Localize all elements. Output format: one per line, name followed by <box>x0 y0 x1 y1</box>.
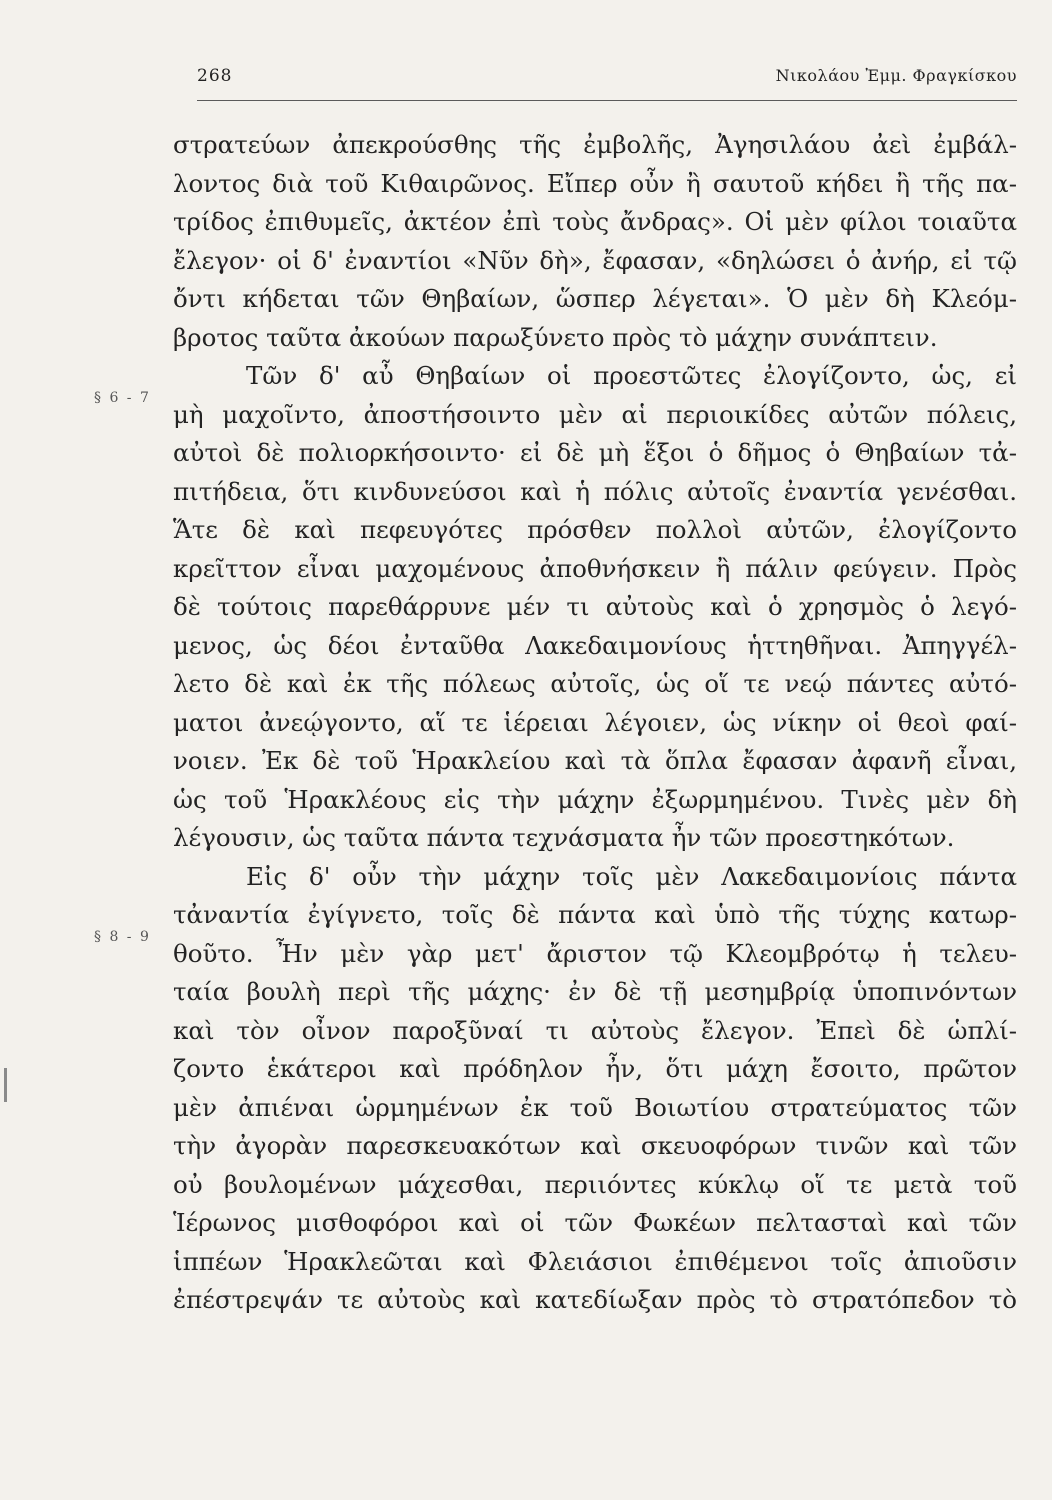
text-line: ὄντι κήδεται τῶν Θηβαίων, ὥσπερ λέγεται». Ὁ μὲν δὴ Κλεόμ- <box>173 284 1017 313</box>
text-line: πιτήδεια, ὅτι κινδυνεύσοι καὶ ἡ πόλις αὐτοῖς ἐναντία γενέσθαι. <box>173 476 1017 506</box>
text-line: λέγουσιν, ὡς ταῦτα πάντα τεχνάσματα ἦν τῶν προεστηκότων. <box>173 823 955 852</box>
text-line: τἀναντία ἐγίγνετο, τοῖς δὲ πάντα καὶ ὑπὸ τῆς τύχης κατωρ- <box>173 900 1017 929</box>
paragraph-start-line: Εἰς δ' οὖν τὴν μάχην τοῖς μὲν Λακεδαιμονίοις πάντα <box>246 861 1017 891</box>
text-line: μὴ μαχοῖντο, ἀποστήσοιντο μὲν αἱ περιοικίδες αὐτῶν πόλεις, <box>173 399 1017 429</box>
text-line: οὐ βουλομένων μάχεσθαι, περιιόντες κύκλῳ οἵ τε μετὰ τοῦ <box>173 1169 1017 1199</box>
text-line: καὶ τὸν οἶνον παροξῦναί τι αὐτοὺς ἔλεγον. Ἐπεὶ δὲ ὡπλί- <box>173 1015 1017 1045</box>
text-line: ἔλεγον· οἱ δ' ἐναντίοι «Νῦν δὴ», ἔφασαν, «δηλώσει ὁ ἀνήρ, εἰ τῷ <box>173 245 1017 275</box>
body-text <box>173 126 1017 1320</box>
text-line: τὴν ἀγορὰν παρεσκευακότων καὶ σκευοφόρων τινῶν καὶ τῶν <box>173 1131 1017 1160</box>
text-line: στρατεύων ἀπεκρούσθης τῆς ἐμβολῆς, Ἀγησιλάου ἀεὶ ἐμβάλ- <box>173 130 1017 159</box>
page-header <box>197 66 1017 96</box>
page-number: 268 <box>197 66 233 86</box>
text-line: ὡς τοῦ Ἡρακλέους εἰς τὴν μάχην ἐξωρμημένου. Τινὲς μὲν δὴ <box>173 784 1017 814</box>
header-rule <box>197 100 1017 101</box>
text-line: ἱππέων Ἡρακλεῶται καὶ Φλειάσιοι ἐπιθέμενοι τοῖς ἀπιοῦσιν <box>173 1246 1017 1276</box>
text-line: τρίδος ἐπιθυμεῖς, ἀκτέον ἐπὶ τοὺς ἄνδρας». Οἱ μὲν φίλοι τοιαῦτα <box>173 207 1017 236</box>
text-line: κρεῖττον εἶναι μαχομένους ἀποθνήσκειν ἢ πάλιν φεύγειν. Πρὸς <box>173 553 1017 583</box>
text-line: Ἱέρωνος μισθοφόροι καὶ οἱ τῶν Φωκέων πελτασταὶ καὶ τῶν <box>173 1208 1017 1237</box>
scan-margin-mark <box>4 1068 7 1102</box>
text-line: μὲν ἀπιέναι ὡρμημένων ἐκ τοῦ Βοιωτίου στρατεύματος τῶν <box>173 1092 1017 1122</box>
text-line: ζοντο ἑκάτεροι καὶ πρόδηλον ἦν, ὅτι μάχη ἔσοιτο, πρῶτον <box>173 1054 1017 1083</box>
text-line: αὐτοὶ δὲ πολιορκήσοιντο· εἰ δὲ μὴ ἕξοι ὁ δῆμος ὁ Θηβαίων τἀ- <box>173 438 1017 467</box>
text-line: λετο δὲ καὶ ἐκ τῆς πόλεως αὐτοῖς, ὡς οἵ τε νεῴ πάντες αὐτό- <box>173 669 1017 698</box>
text-line: ἐπέστρεψάν τε αὐτοὺς καὶ κατεδίωξαν πρὸς τὸ στρατόπεδον τὸ <box>173 1285 1017 1314</box>
text-line: νοιεν. Ἐκ δὲ τοῦ Ἡρακλείου καὶ τὰ ὅπλα ἔφασαν ἀφανῆ εἶναι, <box>173 746 1017 775</box>
section-marker-8-9: § 8 - 9 <box>94 929 151 945</box>
text-line: ματοι ἀνεῴγοντο, αἵ τε ἱέρειαι λέγοιεν, ὡς νίκην οἱ θεοὶ φαί- <box>173 707 1017 737</box>
paragraph-start-line: Τῶν δ' αὖ Θηβαίων οἱ προεστῶτες ἐλογίζοντο, ὡς, εἰ <box>246 361 1017 390</box>
text-line: βροτος ταῦτα ἀκούων παρωξύνετο πρὸς τὸ μάχην συνάπτειν. <box>173 322 938 352</box>
text-line: ταία βουλὴ περὶ τῆς μάχης· ἐν δὲ τῇ μεσημβρίᾳ ὑποπινόντων <box>173 977 1017 1006</box>
text-line: θοῦτο. Ἦν μὲν γὰρ μετ' ἄριστον τῷ Κλεομβρότῳ ἡ τελευ- <box>173 938 1017 968</box>
text-line: Ἅτε δὲ καὶ πεφευγότες πρόσθεν πολλοὶ αὐτῶν, ἐλογίζοντο <box>173 515 1017 544</box>
text-line: δὲ τούτοις παρεθάρρυνε μέν τι αὐτοὺς καὶ ὁ χρησμὸς ὁ λεγό- <box>173 592 1017 621</box>
text-line: λοντος διὰ τοῦ Κιθαιρῶνος. Εἴπερ οὖν ἢ σαυτοῦ κήδει ἢ τῆς πα- <box>173 168 1017 198</box>
running-head: Νικολάου Ἐμμ. Φραγκίσκου <box>775 66 1017 85</box>
section-marker-6-7: § 6 - 7 <box>94 390 151 406</box>
text-line: μενος, ὡς δέοι ἐνταῦθα Λακεδαιμονίους ἡττηθῆναι. Ἀπηγγέλ- <box>173 630 1017 660</box>
